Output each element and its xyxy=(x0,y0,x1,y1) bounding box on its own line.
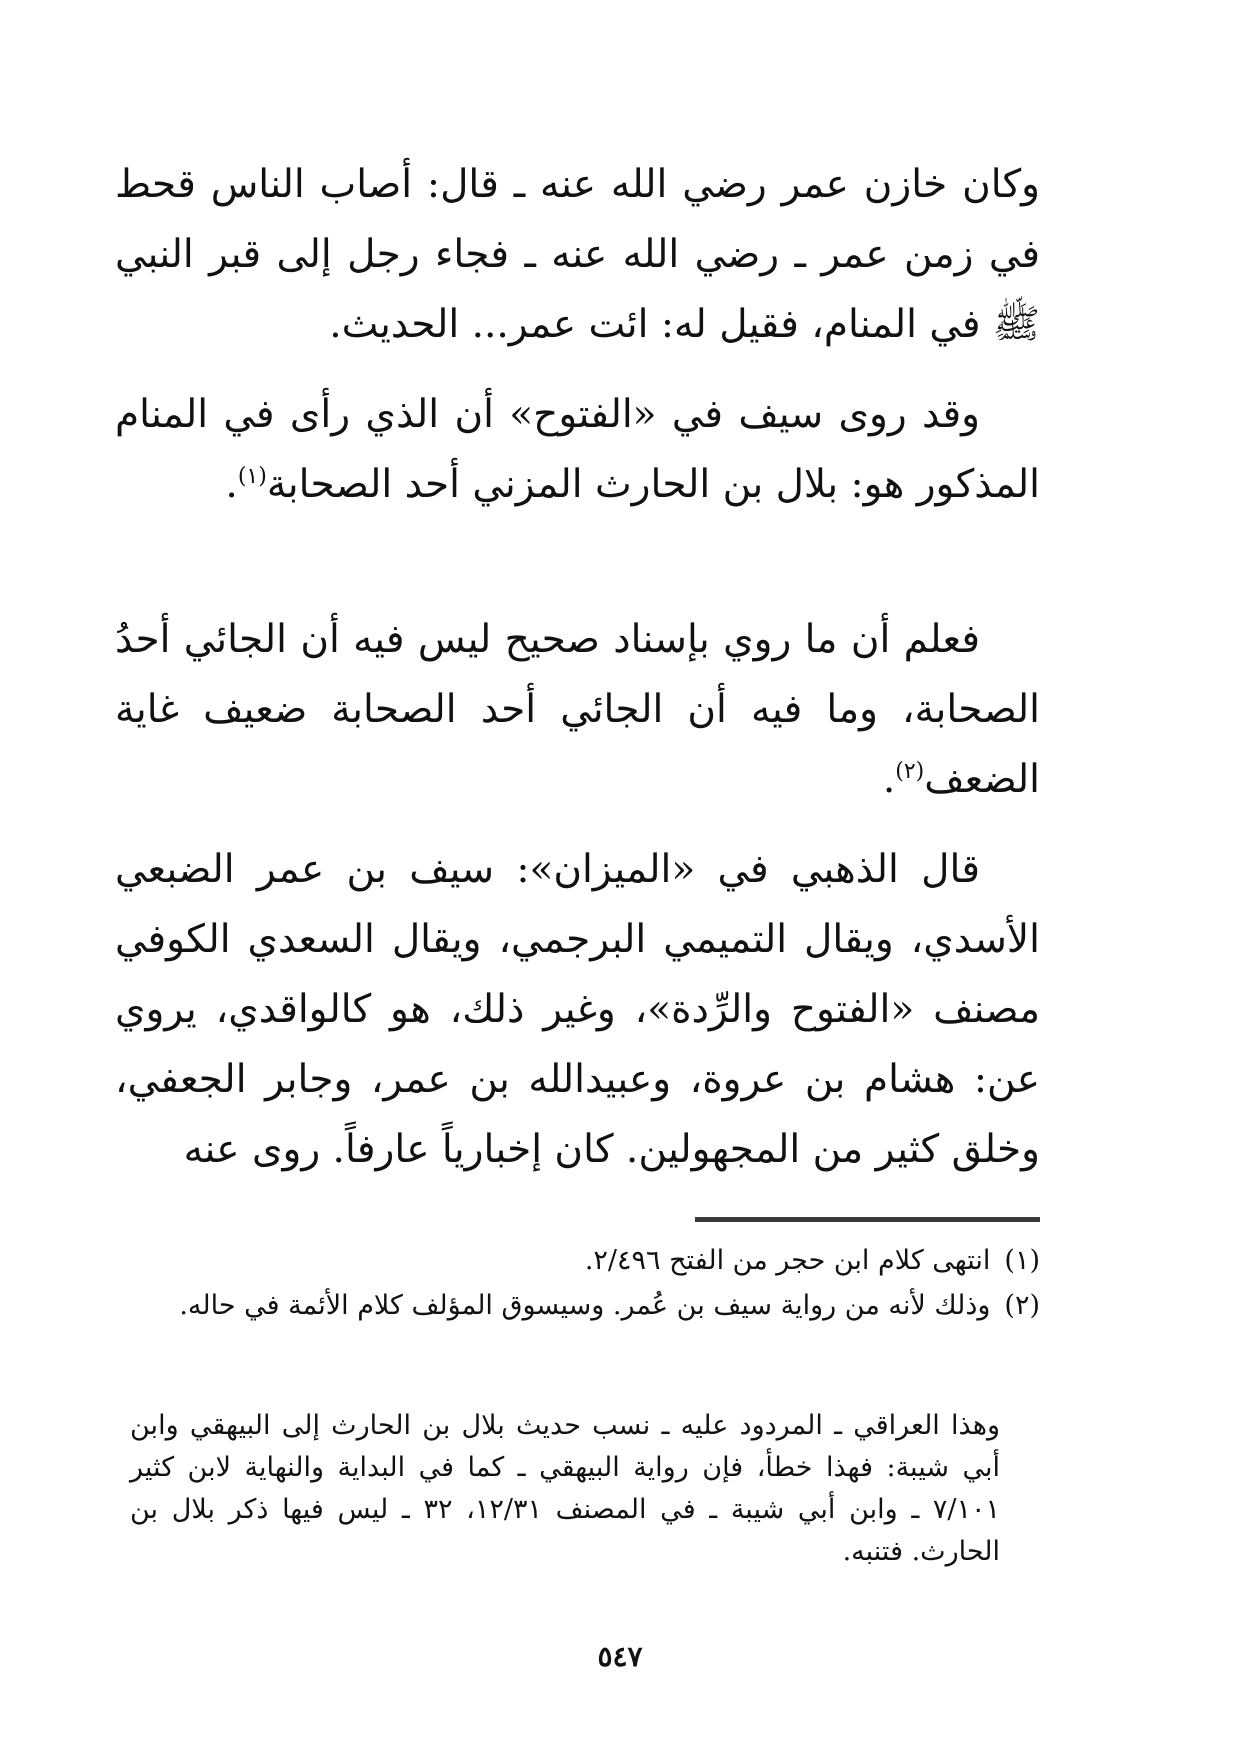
footnote-ref-1[interactable]: (١) xyxy=(237,464,267,489)
footnote-1 xyxy=(130,1240,1040,1282)
footnote-2 xyxy=(130,1285,1040,1327)
paragraph-3: فعلم أن ما روي بإسناد صحيح ليس فيه أن الجائي أحدُ الصحابة، وما فيه أن الجائي أحد الصحابة ضعيف غاية الضعف$^{(٢)}$. xyxy=(115,617,1040,802)
footnote-ref-2[interactable]: (٢) xyxy=(895,759,925,784)
paragraph-1-text: وكان خازن عمر رضي الله عنه ـ قال: أصاب الناس قحط في زمن عمر ـ رضي الله عنه ـ فجاء رجل إلى قبر النبي ﷺ في المنام، فقيل له: ائت عمر... الحديث. xyxy=(115,162,1040,347)
footnote-separator xyxy=(695,1217,1040,1222)
page-number: ٥٤٧ xyxy=(597,1640,643,1673)
paragraph-1 xyxy=(115,150,1040,360)
paragraph-2-text: وقد روى سيف في «الفتوح» أن الذي رأى في المنام المذكور هو: بلال بن الحارث المزني أحد الصحابة xyxy=(115,392,1040,507)
footnote-2-continuation xyxy=(130,1405,1040,1573)
footnote-2-continuation-text: وهذا العراقي ـ المردود عليه ـ نسب حديث بلال بن الحارث إلى البيهقي وابن أبي شيبة: فهذا خطأ، فإن رواية البيهقي ـ كما في البداية والنهاية لابن كثير ٧/١٠١ ـ وابن أبي شيبة ـ في المصنف ١٢/٣١، ٣٢ ـ ليس فيها ذكر بلال بن الحارث. فتنبه. xyxy=(130,1410,1001,1567)
footnote-2-marker: (٢) xyxy=(1004,1290,1040,1321)
footnote-1-text: انتهى كلام ابن حجر من الفتح ٢/٤٩٦. xyxy=(584,1245,991,1276)
footnote-1-marker: (١) xyxy=(1004,1245,1040,1276)
paragraph-4 xyxy=(115,835,1040,1185)
footnote-2-text: وذلك لأنه من رواية سيف بن عُمر. وسيسوق المؤلف كلام الأئمة في حاله. xyxy=(179,1290,991,1321)
paragraph-2: وقد روى سيف في «الفتوح» أن الذي رأى في المنام المذكور هو: بلال بن الحارث المزني أحد الصحابة$^{(١)}$. xyxy=(115,392,1040,507)
paragraph-4-text: قال الذهبي في «الميزان»: سيف بن عمر الضبعي الأسدي، ويقال التميمي البرجمي، ويقال السعدي الكوفي مصنف «الفتوح والرِّدة»، وغير ذلك، هو كالواقدي، يروي عن: هشام بن عروة، وعبيدالله بن عمر، وجابر الجعفي، وخلق كثير من المجهولين. كان إخبارياً عارفاً. روى عنه xyxy=(115,847,1040,1172)
paragraph-3-text: فعلم أن ما روي بإسناد صحيح ليس فيه أن الجائي أحدُ الصحابة، وما فيه أن الجائي أحد الصحابة ضعيف غاية الضعف xyxy=(115,617,1040,802)
